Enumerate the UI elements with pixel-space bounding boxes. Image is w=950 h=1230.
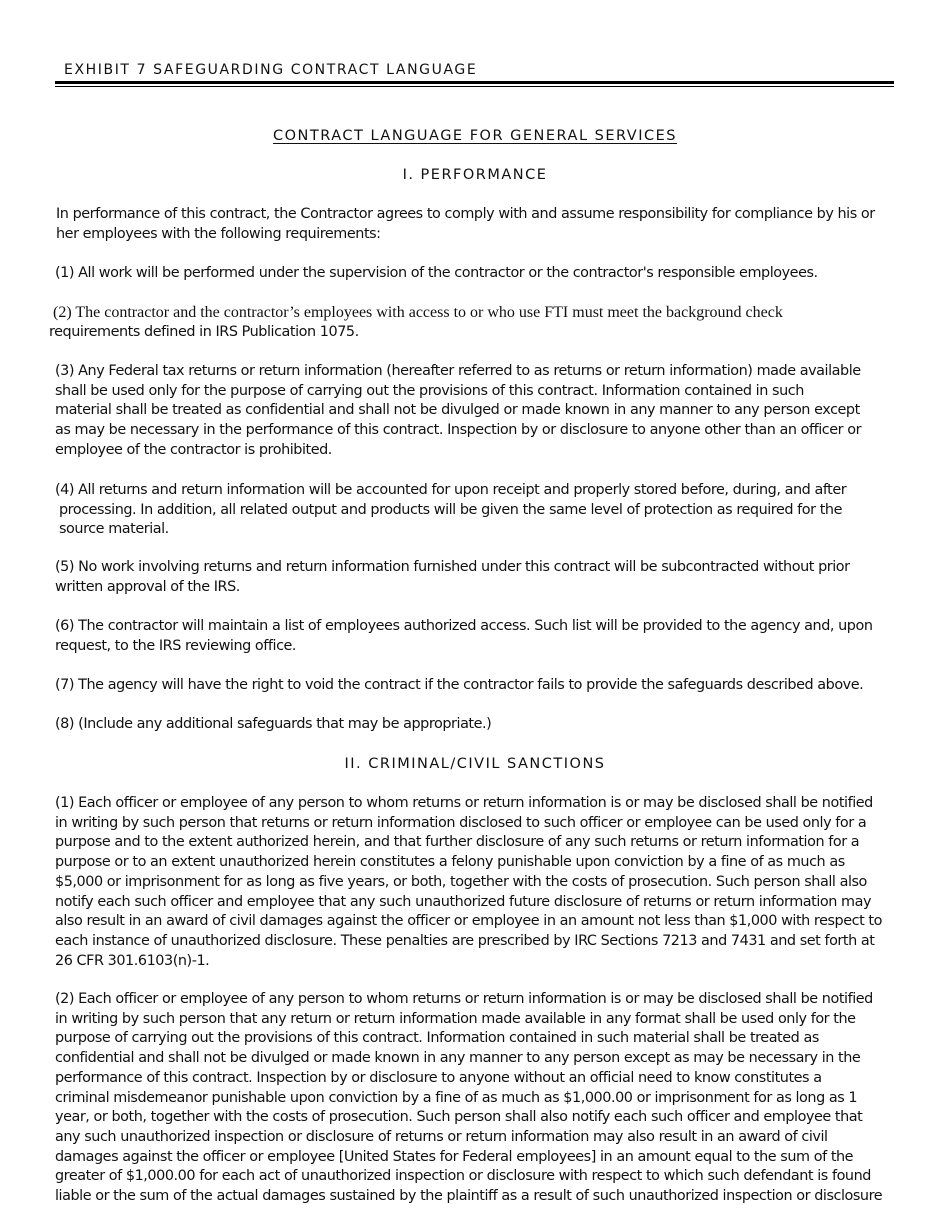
performance-item-4 bbox=[55, 481, 846, 540]
text-line: year, or both, together with the costs of prosecution. Such person shall also notify each such officer and employee that bbox=[55, 1109, 863, 1126]
header-rule-thin bbox=[55, 86, 894, 87]
text-line: as may be necessary in the performance of this contract. Inspection by or disclosure to anyone other than an officer or bbox=[55, 422, 862, 439]
text-line: source material. bbox=[59, 521, 169, 538]
text-line: (8) (Include any additional safeguards that may be appropriate.) bbox=[55, 716, 492, 732]
text-line: also result in an award of civil damages against the officer or employee in an amount not less than $1,000 with respect to bbox=[55, 913, 882, 930]
text-line: request, to the IRS reviewing office. bbox=[55, 637, 297, 654]
text-line: (6) The contractor will maintain a list of employees authorized access. Such list will be provided to the agency and, upon bbox=[55, 618, 873, 634]
text-line: each instance of unauthorized disclosure. These penalties are prescribed by IRC Sections 7213 and 7431 and set forth at bbox=[55, 932, 875, 949]
text-line: $5,000 or imprisonment for as long as five years, or both, together with the costs of prosecution. Such person shall also bbox=[55, 873, 867, 890]
text-line: shall be used only for the purpose of carrying out the provisions of this contract. Information contained in such bbox=[55, 382, 804, 399]
document-title-text: CONTRACT LANGUAGE FOR GENERAL SERVICES bbox=[273, 128, 677, 144]
text-line: employee of the contractor is prohibited. bbox=[55, 441, 332, 458]
performance-intro-paragraph bbox=[56, 205, 875, 244]
text-line: (2) Each officer or employee of any person to whom returns or return information is or may be disclosed shall be notified bbox=[55, 991, 873, 1007]
text-line: confidential and shall not be divulged or made known in any manner to any person except as may be necessary in the bbox=[55, 1050, 861, 1067]
text-line: material shall be treated as confidential and shall not be divulged or made known in any manner to any person except bbox=[55, 402, 860, 419]
performance-item-2 bbox=[49, 303, 783, 342]
text-line: (4) All returns and return information will be accounted for upon receipt and properly stored before, during, and after bbox=[55, 482, 847, 498]
text-line: requirements defined in IRS Publication 1075. bbox=[49, 323, 359, 340]
text-line: In performance of this contract, the Contractor agrees to comply with and assume responsibility for compliance by his or bbox=[56, 206, 875, 222]
sanctions-item-1 bbox=[55, 794, 882, 971]
performance-item-6 bbox=[55, 617, 873, 656]
text-line: notify each such officer and employee that any such unauthorized future disclosure of returns or return information may bbox=[55, 893, 872, 910]
text-line: (7) The agency will have the right to void the contract if the contractor fails to provide the safeguards described above. bbox=[55, 677, 864, 693]
document-title bbox=[0, 128, 950, 144]
text-line: processing. In addition, all related output and products will be given the same level of protection as required for the bbox=[59, 501, 842, 518]
performance-item-8 bbox=[55, 715, 491, 735]
text-line: damages against the officer or employee [United States for Federal employees] in an amount equal to the sum of the bbox=[55, 1148, 854, 1165]
text-line: purpose of carrying out the provisions of this contract. Information contained in such material shall be treated as bbox=[55, 1030, 819, 1047]
section-sanctions-heading: II. CRIMINAL/CIVIL SANCTIONS bbox=[344, 756, 606, 772]
performance-item-5 bbox=[55, 558, 850, 597]
text-line: (1) All work will be performed under the supervision of the contractor or the contractor's responsible employees. bbox=[55, 265, 818, 281]
text-line: purpose and to the extent authorized herein, and that further disclosure of any such returns or return information for a bbox=[55, 834, 860, 851]
text-line: (3) Any Federal tax returns or return information (hereafter referred to as returns or return information) made available bbox=[55, 363, 861, 379]
text-line: in writing by such person that returns or return information disclosed to such officer or employee can be used only for a bbox=[55, 814, 867, 831]
text-line: written approval of the IRS. bbox=[55, 578, 240, 595]
performance-item-1 bbox=[55, 264, 818, 284]
sanctions-item-2 bbox=[55, 990, 882, 1207]
exhibit-header: EXHIBIT 7 SAFEGUARDING CONTRACT LANGUAGE bbox=[64, 62, 478, 78]
text-line: any such unauthorized inspection or disclosure of returns or return information may also result in an award of civil bbox=[55, 1128, 828, 1145]
performance-item-7 bbox=[55, 676, 863, 696]
text-line: 26 CFR 301.6103(n)-1. bbox=[55, 952, 210, 969]
text-line: criminal misdemeanor punishable upon conviction by a fine of as much as $1,000.00 or imprisonment for as long as 1 bbox=[55, 1089, 858, 1106]
text-line: purpose or to an extent unauthorized herein constitutes a felony punishable upon conviction by a fine of as much as bbox=[55, 854, 845, 871]
section-performance-heading: I. PERFORMANCE bbox=[402, 167, 548, 183]
performance-item-3 bbox=[55, 362, 861, 461]
text-line: (2) The contractor and the contractor’s employees with access to or who use FTI must meet the background check bbox=[53, 304, 783, 321]
text-line: her employees with the following requirements: bbox=[56, 225, 381, 242]
text-line: liable or the sum of the actual damages sustained by the plaintiff as a result of such unauthorized inspection or disclosure bbox=[55, 1188, 883, 1205]
header-rule-thick bbox=[55, 81, 894, 84]
text-line: (5) No work involving returns and return information furnished under this contract will be subcontracted without prior bbox=[55, 559, 850, 575]
text-line: in writing by such person that any return or return information made available in any format shall be used only for the bbox=[55, 1010, 856, 1027]
text-line: (1) Each officer or employee of any person to whom returns or return information is or may be disclosed shall be notified bbox=[55, 795, 873, 811]
text-line: greater of $1,000.00 for each act of unauthorized inspection or disclosure with respect to which such defendant is found bbox=[55, 1168, 871, 1185]
text-line: performance of this contract. Inspection by or disclosure to anyone without an official need to know constitutes a bbox=[55, 1069, 822, 1086]
